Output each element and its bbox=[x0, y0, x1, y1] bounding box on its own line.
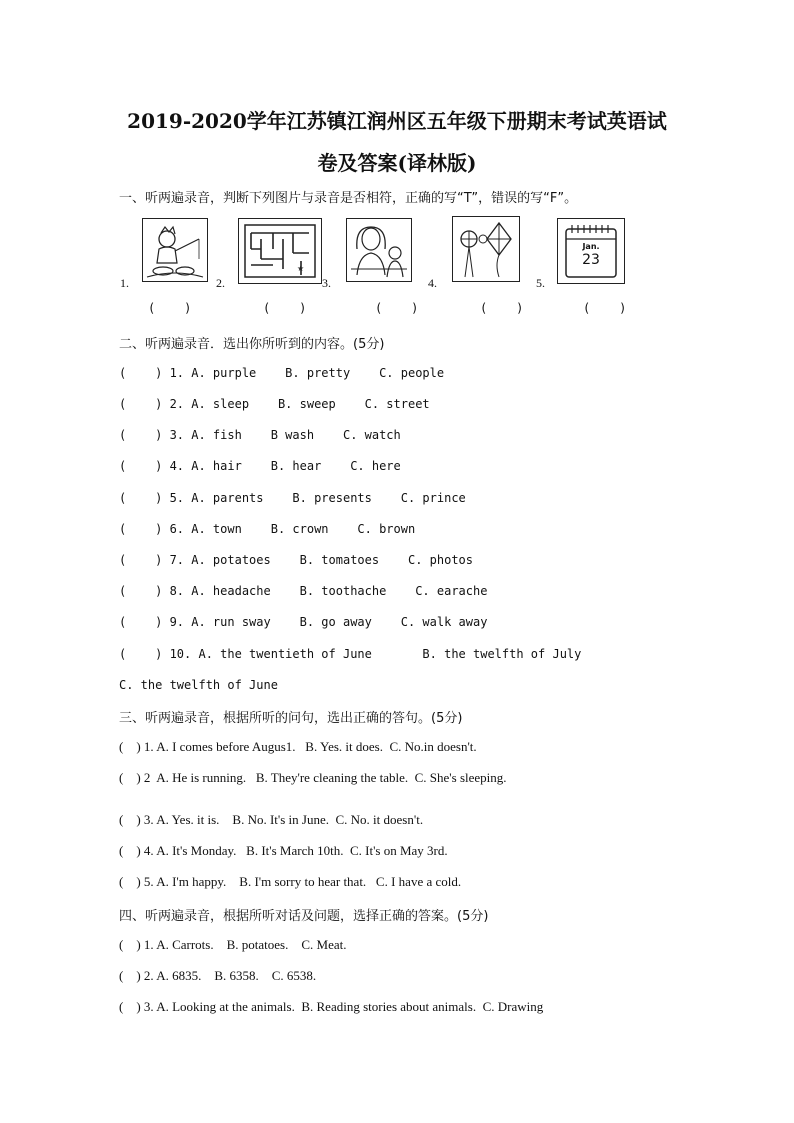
kites-picture bbox=[452, 216, 520, 282]
calendar-picture bbox=[557, 218, 625, 284]
item3-answer-blank[interactable]: ( ) bbox=[375, 301, 419, 315]
boy-fishing-picture bbox=[142, 218, 208, 282]
item3-number: 3. bbox=[322, 276, 331, 290]
s2-question-10: ( ) 10. A. the twentieth of June B. the twelfth of July bbox=[119, 647, 582, 661]
s2-question-3: ( ) 3. A. fish B wash C. watch bbox=[119, 428, 401, 442]
s3-question-5: ( ) 5. A. I'm happy. B. I'm sorry to hear that. C. I have a cold. bbox=[119, 874, 462, 889]
s3-question-2: ( ) 2 A. He is running. B. They're cleaning the table. C. She's sleeping. bbox=[119, 770, 507, 785]
item2-answer-blank[interactable]: ( ) bbox=[263, 301, 307, 315]
s3-question-3: ( ) 3. A. Yes. it is. B. No. It's in June. C. No. it doesn't. bbox=[119, 812, 424, 827]
s4-question-1: ( ) 1. A. Carrots. B. potatoes. C. Meat. bbox=[119, 937, 347, 952]
item4-number: 4. bbox=[428, 276, 437, 290]
s2-question-2: ( ) 2. A. sleep B. sweep C. street bbox=[119, 397, 430, 411]
s2-question-5: ( ) 5. A. parents B. presents C. prince bbox=[119, 491, 466, 505]
item5-number: 5. bbox=[536, 276, 545, 290]
s2-question-6: ( ) 6. A. town B. crown C. brown bbox=[119, 522, 416, 536]
document-title-line1: 2019-2020学年江苏镇江润州区五年级下册期末考试英语试 bbox=[127, 109, 667, 133]
item4-answer-blank[interactable]: ( ) bbox=[480, 301, 524, 315]
section2-heading: 二、听两遍录音．选出你所听到的内容。(5分) bbox=[119, 337, 385, 352]
woman-and-girl-picture bbox=[346, 218, 412, 282]
s3-question-1: ( ) 1. A. I comes before Augus1. B. Yes. it does. C. No.in doesn't. bbox=[119, 739, 477, 754]
maze-map-picture bbox=[238, 218, 322, 284]
item1-answer-blank[interactable]: ( ) bbox=[148, 301, 192, 315]
calendar-month: Jan. bbox=[582, 242, 600, 251]
s2-question-9: ( ) 9. A. run sway B. go away C. walk away bbox=[119, 615, 488, 629]
item1-number: 1. bbox=[120, 276, 129, 290]
section4-heading: 四、听两遍录音，根据所听对话及问题，选择正确的答案。(5分) bbox=[119, 909, 489, 924]
s2-question-8: ( ) 8. A. headache B. toothache C. earache bbox=[119, 584, 488, 598]
s2-question-4: ( ) 4. A. hair B. hear C. here bbox=[119, 459, 401, 473]
s2-question-7: ( ) 7. A. potatoes B. tomatoes C. photos bbox=[119, 553, 474, 567]
s2-question-1: ( ) 1. A. purple B. pretty C. people bbox=[119, 366, 445, 380]
s4-question-3: ( ) 3. A. Looking at the animals. B. Reading stories about animals. C. Drawing bbox=[119, 999, 544, 1014]
item5-answer-blank[interactable]: ( ) bbox=[583, 301, 627, 315]
item2-number: 2. bbox=[216, 276, 225, 290]
document-title-line2: 卷及答案(译林版) bbox=[317, 151, 477, 175]
s2-question-10-option-c: C. the twelfth of June bbox=[119, 678, 278, 692]
section1-heading: 一、听两遍录音，判断下列图片与录音是否相符，正确的写“T”，错误的写“F”。 bbox=[119, 191, 578, 206]
svg-text:★: ★ bbox=[297, 264, 305, 273]
section3-heading: 三、听两遍录音，根据所听的问句，选出正确的答句。(5分) bbox=[119, 711, 463, 726]
s3-question-4: ( ) 4. A. It's Monday. B. It's March 10th. C. It's on May 3rd. bbox=[119, 843, 448, 858]
calendar-day: 23 bbox=[582, 252, 600, 268]
s4-question-2: ( ) 2. A. 6835. B. 6358. C. 6538. bbox=[119, 968, 317, 983]
